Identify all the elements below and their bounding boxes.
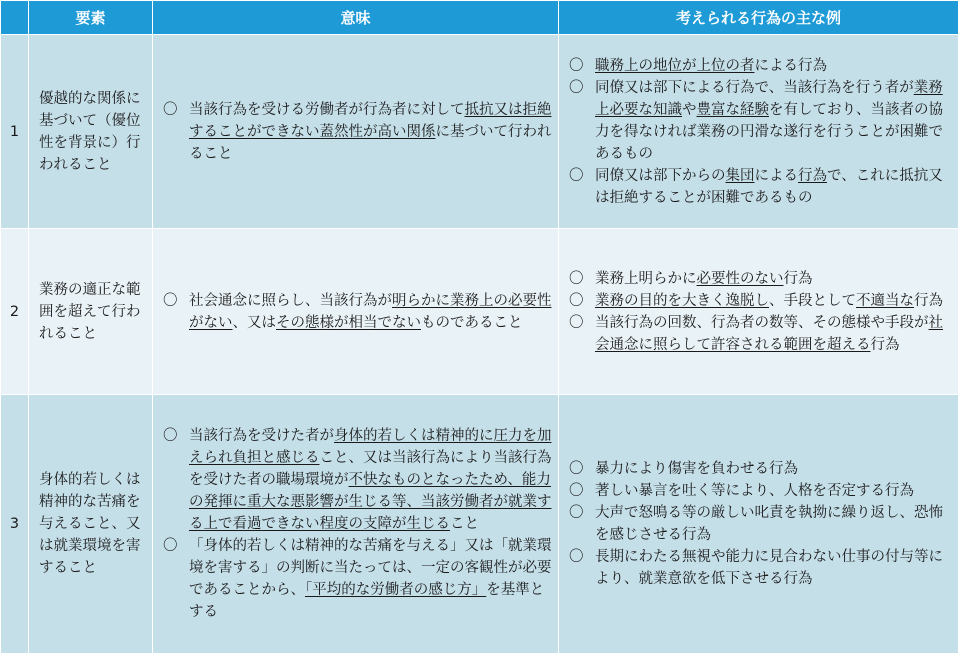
- bullet-paragraph: [161, 290, 552, 334]
- text-segment: で、これに抵抗又は拒絶することが困難であるもの: [595, 167, 943, 206]
- paragraph-text: [595, 165, 952, 209]
- underlined-text: 集団: [725, 167, 755, 184]
- paragraph-text: [595, 290, 952, 312]
- text-segment: による: [754, 167, 798, 184]
- text-segment: 行為: [914, 292, 943, 309]
- text-segment: 著しい暴言を吐く等により、人格を否定する行為: [595, 483, 914, 499]
- underlined-text: 不適当な: [856, 292, 914, 309]
- bullet-marker: 〇: [569, 483, 584, 499]
- paragraph-text: [595, 458, 952, 480]
- underlined-text: 必要性のない: [696, 270, 784, 287]
- text-segment: 同僚又は部下による行為で、当該行為を行う者が: [595, 79, 914, 96]
- examples-cell: [559, 395, 958, 654]
- text-segment: 長期にわたる無視や能力に見合わない仕事の付与等により、就業意欲を低下させる行為: [595, 549, 943, 587]
- underlined-text: 「平均的な労働者の感じ方」: [305, 582, 487, 598]
- text-segment: こと、又は当該行為により当該行為を受けた者の職場環境が: [189, 450, 552, 488]
- text-segment: 暴力により傷害を負わせる行為: [595, 461, 798, 477]
- underlined-text: 業務の目的を大きく逸脱し: [595, 292, 769, 309]
- paragraph-text: [189, 290, 552, 334]
- text-segment: 、又は: [232, 314, 276, 331]
- bullet-marker: 〇: [163, 538, 178, 554]
- bullet-marker: 〇: [569, 57, 584, 74]
- examples-cell: [559, 35, 958, 229]
- bullet-marker: 〇: [569, 270, 584, 287]
- underlined-text: その態様が相当でない: [276, 314, 421, 331]
- underlined-text: 豊富な経験: [696, 101, 769, 118]
- text-segment: こと: [450, 516, 479, 532]
- bullet-marker: 〇: [163, 292, 178, 309]
- underlined-text: 社会通念に照らして許容される範囲を超える: [595, 314, 943, 353]
- underlined-text: 不快なものとなったため、能力の発揮に重大な悪影響が生じる等、当該労働者が就業する上で看過できない程度の支障が生じる: [189, 472, 552, 532]
- text-segment: を有しており、当該者の協力を得なければ業務の円滑な遂行を行うことが困難であるもの: [595, 101, 943, 162]
- bullet-marker: 〇: [569, 314, 584, 331]
- text-segment: 同僚又は部下からの: [595, 167, 726, 184]
- text-segment: 大声で怒鳴る等の厳しい叱責を執拗に繰り返し、恐怖を感じさせる行為: [595, 505, 943, 543]
- paragraph-text: [595, 55, 952, 77]
- bullet-marker: 〇: [569, 461, 584, 477]
- underlined-text: 職務上の地位が上位の者: [595, 57, 755, 74]
- header-meaning: 意味: [153, 1, 559, 35]
- row-number: 2: [1, 229, 29, 395]
- element-cell: 身体的若しくは精神的な苦痛を与えること、又は就業環境を害すること: [29, 395, 153, 654]
- paragraph-text: [595, 268, 952, 290]
- underlined-text: 業務上必要な知識: [595, 79, 943, 118]
- bullet-marker: 〇: [569, 549, 584, 565]
- paragraph-text: [189, 535, 552, 623]
- text-segment: 当該行為を受けた者が: [189, 428, 334, 444]
- header-row: [1, 1, 958, 35]
- element-cell: 業務の適正な範囲を超えて行われること: [29, 229, 153, 395]
- text-segment: による行為: [754, 57, 827, 74]
- bullet-marker: 〇: [569, 167, 584, 184]
- paragraph-text: [595, 312, 952, 356]
- text-segment: に基づいて行われること: [189, 123, 552, 162]
- bullet-paragraph: [567, 480, 952, 502]
- text-segment: 当該行為の回数、行為者の数等、その態様や手段が: [595, 314, 929, 331]
- paragraph-text: [595, 546, 952, 590]
- paragraph-text: [595, 502, 952, 546]
- text-segment: 業務上明らかに: [595, 270, 697, 287]
- text-segment: ものであること: [421, 314, 523, 331]
- underlined-text: 行為: [798, 167, 827, 184]
- bullet-paragraph: [567, 502, 952, 546]
- table-row: [1, 35, 958, 229]
- row-number: 1: [1, 35, 29, 229]
- bullet-paragraph: [567, 312, 952, 356]
- bullet-paragraph: [567, 55, 952, 77]
- bullet-marker: 〇: [163, 101, 178, 118]
- paragraph-text: [189, 425, 552, 535]
- bullet-paragraph: [567, 458, 952, 480]
- bullet-paragraph: [567, 165, 952, 209]
- paragraph-text: [189, 99, 552, 165]
- meaning-cell: [153, 35, 559, 229]
- bullet-paragraph: [161, 535, 552, 623]
- bullet-paragraph: [161, 425, 552, 535]
- text-segment: や: [682, 101, 697, 118]
- bullet-paragraph: [161, 99, 552, 165]
- bullet-marker: 〇: [569, 292, 584, 309]
- bullet-marker: 〇: [569, 79, 584, 96]
- text-segment: 当該行為を受ける労働者が行為者に対して: [189, 101, 465, 118]
- element-cell: 優越的な関係に基づいて（優位性を背景に）行われること: [29, 35, 153, 229]
- underlined-text: 明らかに業務上の必要性がない: [189, 292, 552, 331]
- text-segment: 「身体的若しくは精神的な苦痛を与える」又は「就業環境を害する」の判断に当たっては、一定の客観性が必要であることから、: [189, 538, 552, 598]
- meaning-cell: [153, 229, 559, 395]
- table-row: [1, 229, 958, 395]
- bullet-marker: 〇: [569, 505, 584, 521]
- bullet-paragraph: [567, 77, 952, 165]
- row-number: 3: [1, 395, 29, 654]
- bullet-paragraph: [567, 268, 952, 290]
- header-num: [1, 1, 29, 35]
- paragraph-text: [595, 480, 952, 502]
- underlined-text: 抵抗又は拒絶することができない蓋然性が高い関係: [189, 101, 552, 140]
- table-row: [1, 395, 958, 654]
- meaning-cell: [153, 395, 559, 654]
- text-segment: 行為: [783, 270, 813, 287]
- bullet-marker: 〇: [163, 428, 178, 444]
- text-segment: を基準とする: [189, 582, 545, 620]
- text-segment: 、手段として: [769, 292, 856, 309]
- underlined-text: 身体的若しくは精神的に圧力を加えられ負担と感じる: [189, 428, 552, 466]
- bullet-paragraph: [567, 546, 952, 590]
- text-segment: 行為: [870, 336, 900, 353]
- text-segment: 社会通念に照らし、当該行為が: [189, 292, 392, 309]
- header-element: 要素: [29, 1, 153, 35]
- bullet-paragraph: [567, 290, 952, 312]
- paragraph-text: [595, 77, 952, 165]
- header-examples: 考えられる行為の主な例: [559, 1, 958, 35]
- examples-cell: [559, 229, 958, 395]
